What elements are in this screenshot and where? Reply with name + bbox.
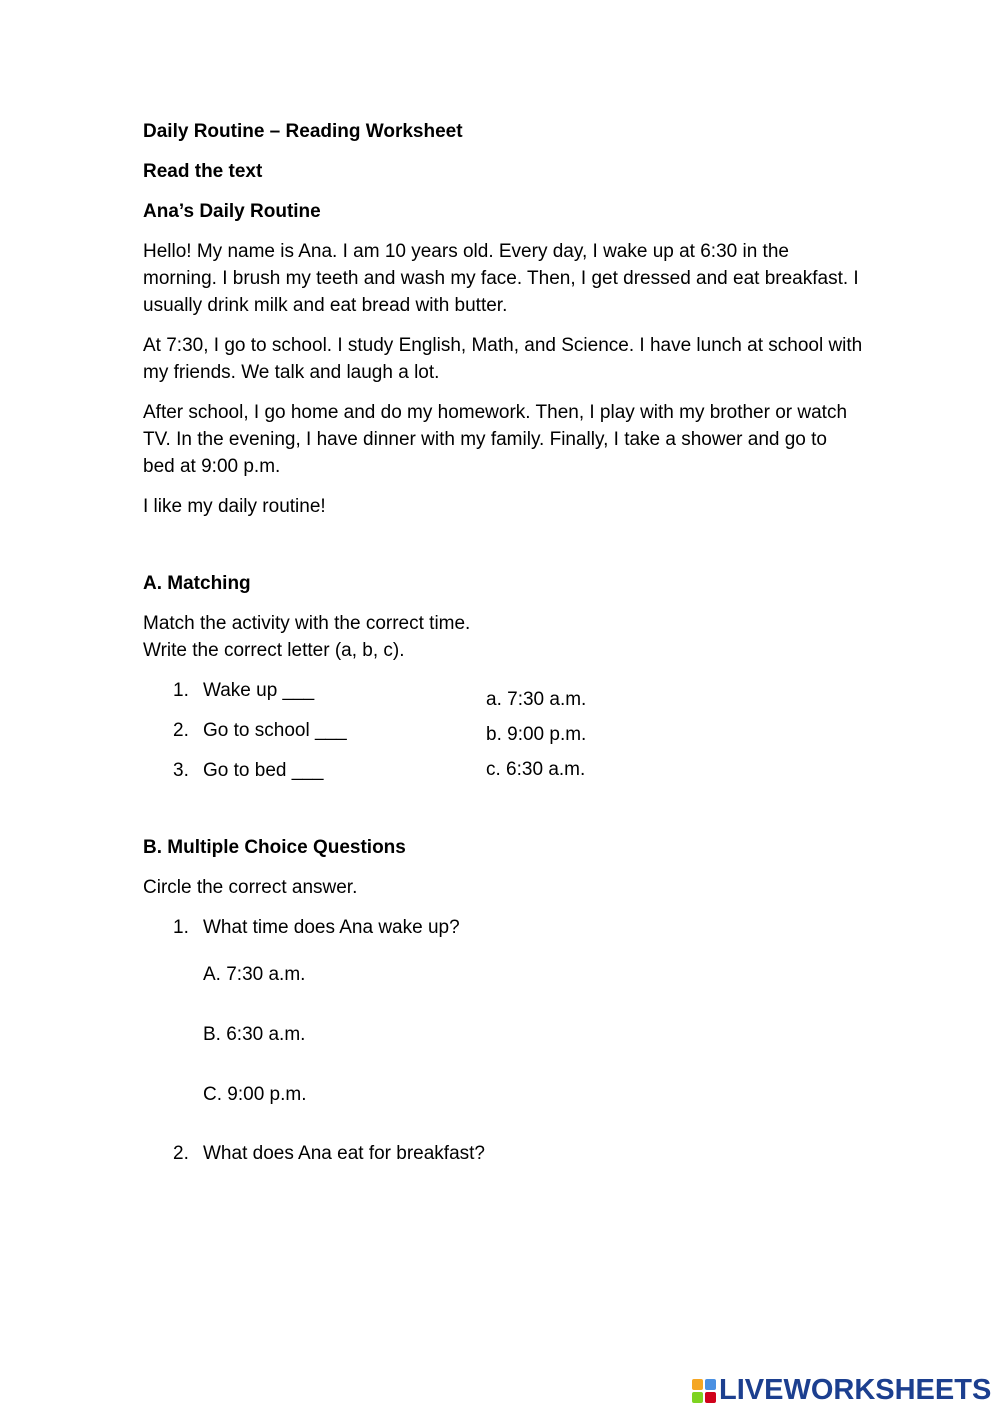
- answer-choice[interactable]: C. 9:00 p.m.: [203, 1084, 307, 1105]
- section-a-instructions: [143, 610, 470, 664]
- matching-item-number: 2.: [173, 720, 189, 741]
- story-paragraph-1: Hello! My name is Ana. I am 10 years old. Every day, I wake up at 6:30 in the morning. I brush my teeth and wash my face. Then, I get dressed and eat breakfast. I usually drink milk and eat bread with butter.: [143, 241, 859, 316]
- story-title: Ana’s Daily Routine: [143, 201, 321, 222]
- reading-instruction: Read the text: [143, 161, 263, 182]
- question-text: What does Ana eat for breakfast?: [203, 1143, 486, 1164]
- matching-item-number: 1.: [173, 680, 189, 701]
- matching-item: [173, 677, 314, 704]
- section-b-heading: B. Multiple Choice Questions: [143, 837, 406, 858]
- liveworksheets-logo: [692, 1374, 991, 1407]
- matching-item: [173, 757, 323, 784]
- logo-square: [705, 1379, 716, 1390]
- matching-item-text[interactable]: Go to school ___: [203, 720, 347, 741]
- matching-item: [173, 717, 347, 744]
- section-a-heading: A. Matching: [143, 573, 251, 594]
- question-number: 1.: [173, 917, 189, 938]
- question-text: What time does Ana wake up?: [203, 917, 460, 938]
- question: [173, 914, 460, 941]
- matching-item-text[interactable]: Wake up ___: [203, 680, 315, 701]
- answer-choice[interactable]: B. 6:30 a.m.: [203, 1024, 306, 1045]
- story-paragraph-2: At 7:30, I go to school. I study English, Math, and Science. I have lunch at school with my friends. We talk and laugh a lot.: [143, 335, 863, 383]
- section-b-instruction: Circle the correct answer.: [143, 877, 358, 898]
- worksheet-title: Daily Routine – Reading Worksheet: [143, 121, 463, 142]
- story-paragraph-3: After school, I go home and do my homework. Then, I play with my brother or watch TV. In the evening, I have dinner with my family. Finally, I take a shower and go to bed at 9:00 p.m.: [143, 402, 848, 477]
- matching-item-text[interactable]: Go to bed ___: [203, 760, 324, 781]
- liveworksheets-logo-icon: [692, 1379, 716, 1403]
- logo-square: [692, 1379, 703, 1390]
- logo-square: [705, 1392, 716, 1403]
- section-a-instruction-line: Write the correct letter (a, b, c).: [143, 640, 405, 661]
- matching-option: c. 6:30 a.m.: [486, 759, 586, 780]
- liveworksheets-logo-text: LIVEWORKSHEETS: [719, 1374, 992, 1406]
- question: [173, 1140, 485, 1167]
- story-paragraph-4: I like my daily routine!: [143, 496, 326, 517]
- section-a-instruction-line: Match the activity with the correct time.: [143, 613, 471, 634]
- answer-choice[interactable]: A. 7:30 a.m.: [203, 964, 306, 985]
- matching-item-number: 3.: [173, 760, 189, 781]
- question-number: 2.: [173, 1143, 189, 1164]
- matching-option: a. 7:30 a.m.: [486, 689, 587, 710]
- logo-square: [692, 1392, 703, 1403]
- matching-option: b. 9:00 p.m.: [486, 724, 587, 745]
